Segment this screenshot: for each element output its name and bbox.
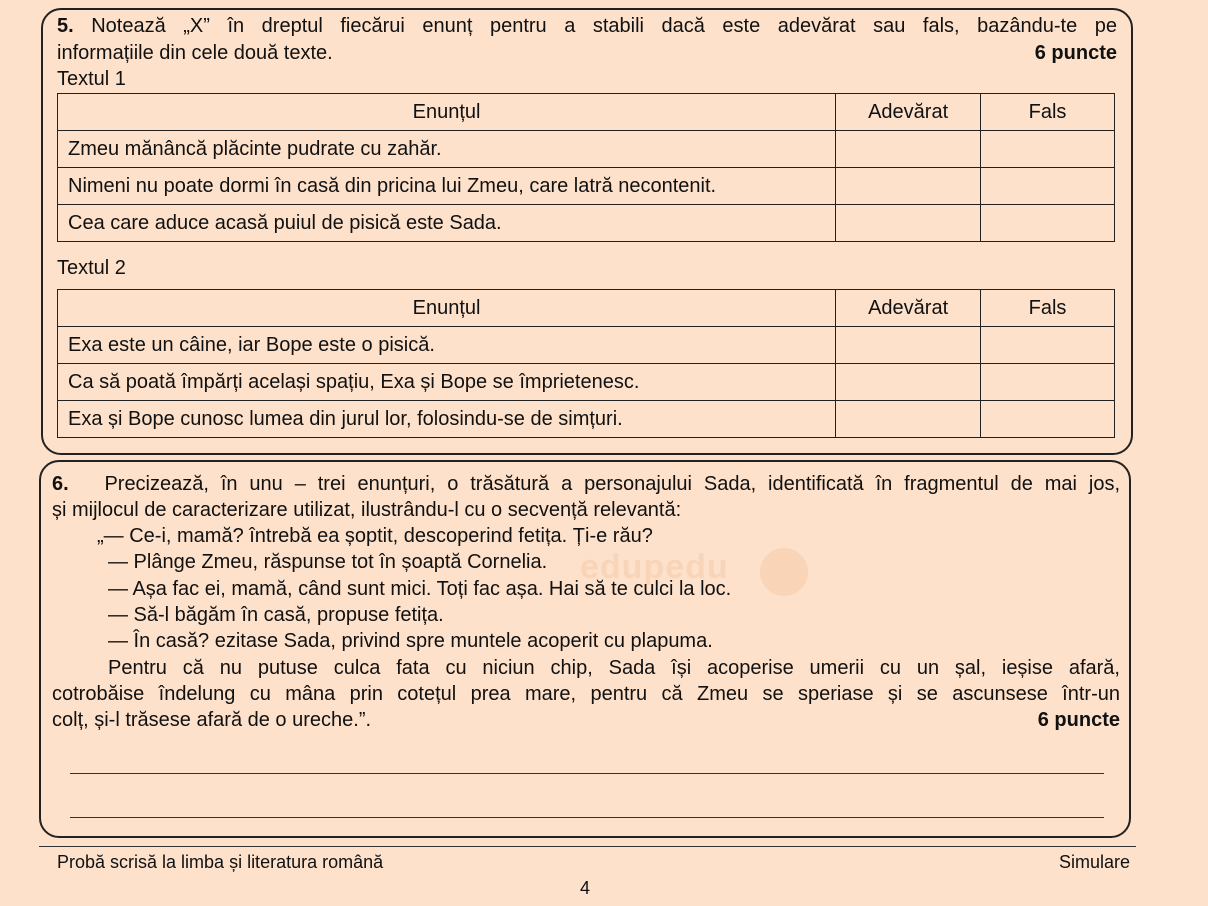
quote-line: „— Ce-i, mamă? întrebă ea șoptit, descoperind fetița. Ți-e rău? [97, 525, 653, 547]
table-row [58, 168, 1115, 205]
header-true: Adevărat [836, 94, 981, 131]
quote-line: — Plânge Zmeu, răspunse tot în șoaptă Cornelia. [108, 551, 548, 573]
answer-true-cell[interactable] [836, 364, 981, 401]
q6-points: 6 puncte [1037, 709, 1120, 731]
statement-cell: Exa este un câine, iar Bope este o pisică. [58, 327, 836, 364]
q6-instruction-line1 [52, 472, 1120, 496]
text2-label: Textul 2 [57, 257, 126, 279]
q6-number: 6. [52, 473, 69, 495]
q5-number: 5. [57, 15, 74, 37]
statement-cell: Zmeu mănâncă plăcinte pudrate cu zahăr. [58, 131, 836, 168]
statement-cell: Ca să poată împărți același spațiu, Exa și Bope se împrietenesc. [58, 364, 836, 401]
table-row [58, 364, 1115, 401]
table-header-row [58, 94, 1115, 131]
text1-label: Textul 1 [57, 68, 126, 90]
q6-instruction-line2: și mijlocul de caracterizare utilizat, ilustrându-l cu o secvență relevantă: [52, 499, 682, 521]
table-row [58, 205, 1115, 242]
watermark-logo-icon [760, 548, 808, 596]
q5-points: 6 puncte [1034, 42, 1117, 64]
table-row [58, 401, 1115, 438]
answer-false-cell[interactable] [981, 364, 1115, 401]
answer-false-cell[interactable] [981, 327, 1115, 364]
answer-true-cell[interactable] [836, 205, 981, 242]
answer-false-cell[interactable] [981, 401, 1115, 438]
quote-paragraph-line1: Pentru că nu putuse culca fata cu niciun chip, Sada își acoperise umerii cu un șal, ieșise afară, [108, 657, 1120, 679]
answer-false-cell[interactable] [981, 131, 1115, 168]
header-true: Adevărat [836, 290, 981, 327]
answer-false-cell[interactable] [981, 168, 1115, 205]
quote-paragraph-line2: cotrobăise îndelung cu mâna prin cotețul prea mare, pentru că Zmeu se speriase și se ascunsese într-un [52, 683, 1120, 705]
page-number: 4 [580, 878, 591, 898]
footer-divider [39, 846, 1136, 847]
table-row [58, 131, 1115, 168]
header-false: Fals [981, 94, 1115, 131]
answer-true-cell[interactable] [836, 168, 981, 205]
answer-true-cell[interactable] [836, 131, 981, 168]
q5-instruction-line2: informațiile din cele două texte. [57, 42, 333, 64]
statement-cell: Cea care aduce acasă puiul de pisică este Sada. [58, 205, 836, 242]
answer-false-cell[interactable] [981, 205, 1115, 242]
table-row [58, 327, 1115, 364]
watermark: edupedu [580, 548, 729, 586]
quote-line: — În casă? ezitase Sada, privind spre muntele acoperit cu plapuma. [108, 630, 713, 652]
answer-line[interactable] [70, 817, 1104, 818]
text1-table [57, 93, 1115, 242]
text2-table [57, 289, 1115, 438]
q5-instruction-text: Notează „X” în dreptul fiecărui enunț pentru a stabili dacă este adevărat sau fals, bazându-te pe [91, 15, 1118, 37]
q6-instruction-text: Precizează, în unu – trei enunțuri, o trăsătură a personajului Sada, identificată în fragmentul de mai jos, [104, 473, 1121, 495]
footer-exam-title: Probă scrisă la limba și literatura română [57, 852, 384, 872]
answer-true-cell[interactable] [836, 327, 981, 364]
header-statement: Enunțul [58, 94, 836, 131]
table-header-row [58, 290, 1115, 327]
header-false: Fals [981, 290, 1115, 327]
answer-line[interactable] [70, 773, 1104, 774]
statement-cell: Exa și Bope cunosc lumea din jurul lor, folosindu-se de simțuri. [58, 401, 836, 438]
quote-line: — Așa fac ei, mamă, când sunt mici. Toți fac așa. Hai să te culci la loc. [108, 578, 732, 600]
footer-simulation-label: Simulare [1058, 852, 1130, 872]
q5-instruction-line1 [57, 14, 1117, 38]
statement-cell: Nimeni nu poate dormi în casă din pricina lui Zmeu, care latră necontenit. [58, 168, 836, 205]
quote-paragraph-line3: colț, și-l trăsese afară de o ureche.”. [52, 709, 372, 731]
header-statement: Enunțul [58, 290, 836, 327]
quote-line: — Să-l băgăm în casă, propuse fetița. [108, 604, 444, 626]
answer-true-cell[interactable] [836, 401, 981, 438]
